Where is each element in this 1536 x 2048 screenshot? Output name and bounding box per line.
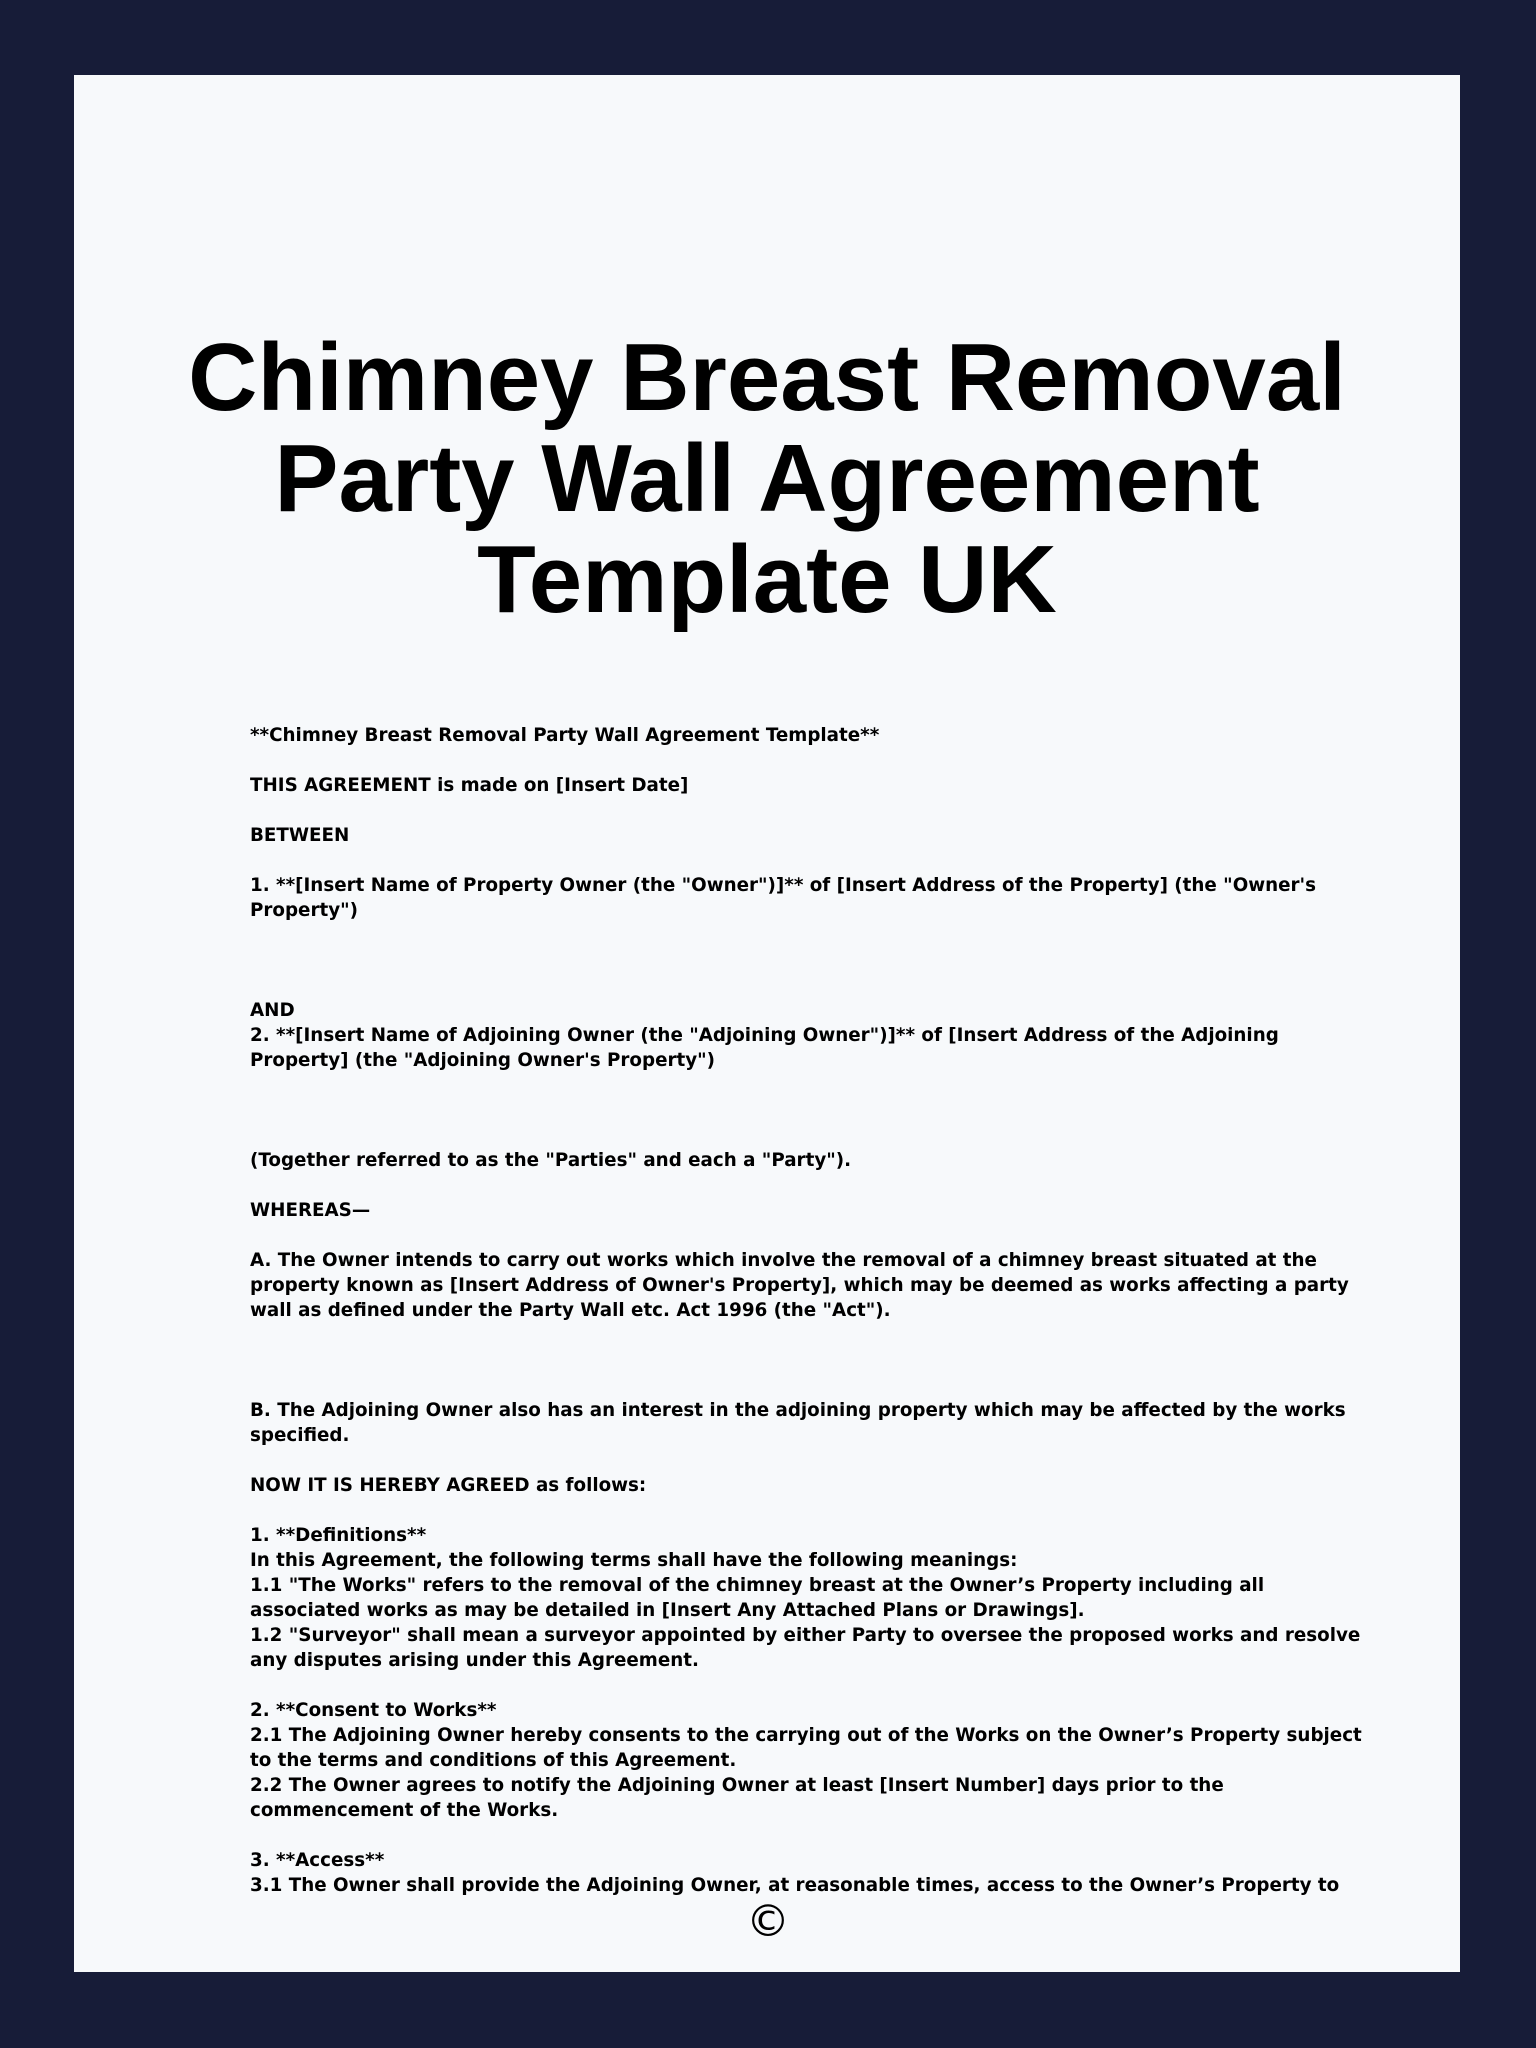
title-line: Chimney Breast Removal xyxy=(188,324,1346,431)
copyright-icon: © xyxy=(746,1896,790,1947)
agreement-line xyxy=(250,1223,1370,1248)
agreement-line: **Chimney Breast Removal Party Wall Agreement Template** xyxy=(250,725,880,746)
agreement-body xyxy=(250,723,1370,1898)
agreement-line xyxy=(250,1123,1370,1148)
agreement-line: 1.2 "Surveyor" shall mean a surveyor appointed by either Party to oversee the proposed works and resolve xyxy=(250,1625,1361,1646)
agreement-line: 3.1 The Owner shall provide the Adjoining Owner, at reasonable times, access to the Owner’s Property to xyxy=(250,1875,1340,1896)
agreement-line: Property") xyxy=(250,900,359,921)
agreement-line: Property] (the "Adjoining Owner's Property") xyxy=(250,1050,716,1071)
agreement-line xyxy=(250,748,1370,773)
agreement-line: 2. **Consent to Works** xyxy=(250,1700,497,1721)
agreement-line: commencement of the Works. xyxy=(250,1800,559,1821)
agreement-line: In this Agreement, the following terms shall have the following meanings: xyxy=(250,1550,1018,1571)
agreement-line xyxy=(250,1348,1370,1373)
agreement-line xyxy=(250,1498,1370,1523)
agreement-line xyxy=(250,1323,1370,1348)
agreement-line: AND xyxy=(250,1000,295,1021)
agreement-line xyxy=(250,948,1370,973)
agreement-line xyxy=(250,848,1370,873)
agreement-line: A. The Owner intends to carry out works which involve the removal of a chimney breast situated at the xyxy=(250,1250,1317,1271)
agreement-line xyxy=(250,1823,1370,1848)
agreement-line: 2. **[Insert Name of Adjoining Owner (the "Adjoining Owner")]** of [Insert Address of the Adjoining xyxy=(250,1025,1279,1046)
agreement-line: 1.1 "The Works" refers to the removal of the chimney breast at the Owner’s Property including all xyxy=(250,1575,1265,1596)
agreement-line xyxy=(250,1673,1370,1698)
agreement-line: WHEREAS— xyxy=(250,1200,371,1221)
agreement-line xyxy=(250,1373,1370,1398)
agreement-line xyxy=(250,1448,1370,1473)
title-line: Party Wall Agreement xyxy=(274,425,1260,532)
agreement-line xyxy=(250,1073,1370,1098)
title-line: Template UK xyxy=(477,526,1057,633)
agreement-line: specified. xyxy=(250,1425,350,1446)
agreement-line: 1. **Definitions** xyxy=(250,1525,427,1546)
document-page xyxy=(74,75,1460,1972)
agreement-line: (Together referred to as the "Parties" and each a "Party"). xyxy=(250,1150,852,1171)
agreement-line: THIS AGREEMENT is made on [Insert Date] xyxy=(250,775,689,796)
agreement-line: B. The Adjoining Owner also has an interest in the adjoining property which may be affected by the works xyxy=(250,1400,1346,1421)
agreement-line xyxy=(250,1098,1370,1123)
agreement-line: 2.2 The Owner agrees to notify the Adjoining Owner at least [Insert Number] days prior to the xyxy=(250,1775,1224,1796)
agreement-line: associated works as may be detailed in [Insert Any Attached Plans or Drawings]. xyxy=(250,1600,1085,1621)
agreement-line xyxy=(250,1173,1370,1198)
agreement-line: 1. **[Insert Name of Property Owner (the "Owner")]** of [Insert Address of the Property] (the "Owner's xyxy=(250,875,1317,896)
agreement-line: 2.1 The Adjoining Owner hereby consents to the carrying out of the Works on the Owner’s Property subject xyxy=(250,1725,1362,1746)
agreement-line: any disputes arising under this Agreement. xyxy=(250,1650,699,1671)
agreement-line xyxy=(250,973,1370,998)
agreement-line: property known as [Insert Address of Owner's Property], which may be deemed as works affecting a party xyxy=(250,1275,1349,1296)
agreement-line: to the terms and conditions of this Agreement. xyxy=(250,1750,737,1771)
agreement-line xyxy=(250,798,1370,823)
agreement-line: 3. **Access** xyxy=(250,1850,385,1871)
agreement-line xyxy=(250,923,1370,948)
agreement-line: BETWEEN xyxy=(250,825,350,846)
agreement-line: wall as defined under the Party Wall etc. Act 1996 (the "Act"). xyxy=(250,1300,891,1321)
agreement-line: NOW IT IS HEREBY AGREED as follows: xyxy=(250,1475,647,1496)
document-title xyxy=(74,324,1460,633)
